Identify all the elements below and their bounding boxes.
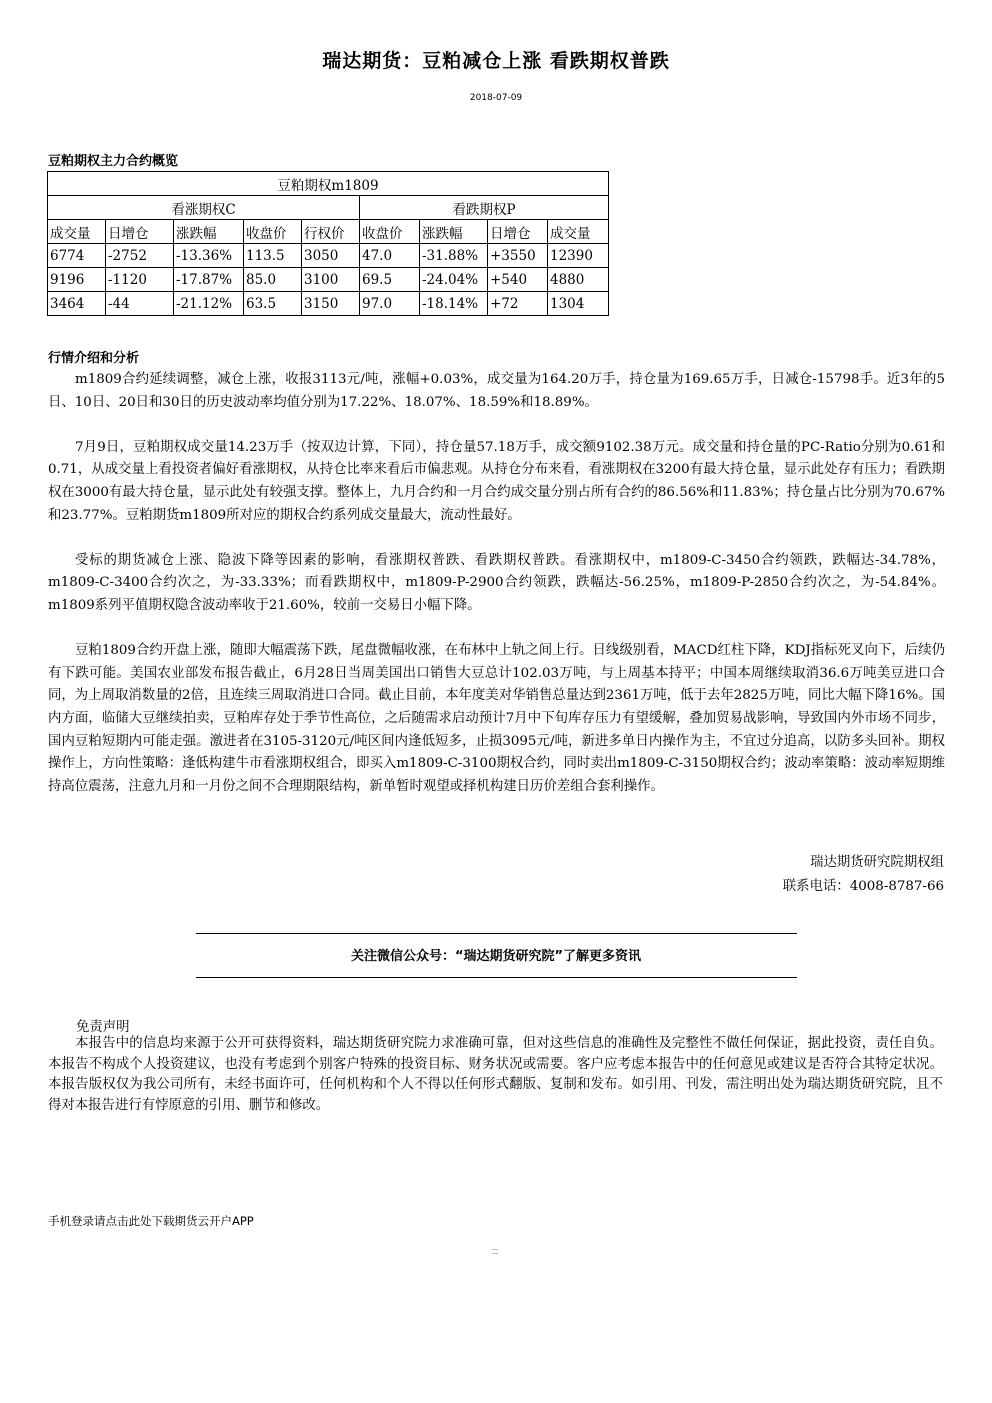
table-cell: +540 — [488, 268, 548, 292]
analysis-paragraph: 7月9日，豆粕期权成交量14.23万手（按双边计算，下同），持仓量57.18万手，成交额9102.38万元。成交量和持仓量的PC-Ratio分别为0.61和0.71，从成交量上看投资者偏好看涨期权，从持仓比率来看后市偏悲观。从持仓分布来看，看涨期权在3200有最大持仓量，显示此处存有压力；看跌期权在3000有最大持仓量，显示此处有较强支撑。整体上，九月合约和一月合约成交量分别占所有合约的86.56%和11.83%；持仓量占比分别为70.67%和23.77%。豆粕期货m1809所对应的期权合约系列成交量最大，流动性最好。 — [48, 439, 945, 523]
table-cell: 113.5 — [244, 244, 302, 268]
table-cell: 97.0 — [360, 292, 420, 316]
analysis-heading: 行情介绍和分析 — [48, 351, 140, 366]
table-group-row — [48, 196, 609, 220]
table-cell: 69.5 — [360, 268, 420, 292]
report-title: 瑞达期货：豆粕减仓上涨 看跌期权普跌 — [322, 50, 670, 72]
analysis-paragraph: 受标的期货减仓上涨、隐波下降等因素的影响，看涨期权普跌、看跌期权普跌。看涨期权中，m1809-C-3450合约领跌，跌幅达-34.78%，m1809-C-3400合约次之，为-33.33%；而看跌期权中，m1809-P-2900合约领跌，跌幅达-56.25%，m1809-P-2850合约次之，为-54.84%。m1809系列平值期权隐含波动率收于21.60%，较前一交易日小幅下降。 — [48, 552, 945, 613]
signoff-phone: 联系电话：4008-8787-66 — [782, 879, 944, 894]
table-cell: -2752 — [106, 244, 174, 268]
disclaimer-title: 免责声明 — [76, 1020, 130, 1035]
table-cell: 9196 — [48, 268, 106, 292]
table-row — [48, 268, 609, 292]
table-cell: 85.0 — [244, 268, 302, 292]
column-header: 行权价 — [302, 220, 360, 244]
signoff-team: 瑞达期货研究院期权组 — [810, 855, 944, 870]
column-header: 日增仓 — [488, 220, 548, 244]
report-date: 2018-07-09 — [469, 93, 523, 103]
column-header: 涨跌幅 — [174, 220, 244, 244]
column-header: 收盘价 — [244, 220, 302, 244]
page-marker — [492, 1249, 498, 1254]
table-cell: 3050 — [302, 244, 360, 268]
table-cell: 4880 — [548, 268, 609, 292]
option-overview-table — [47, 171, 609, 316]
divider — [196, 977, 797, 978]
column-header: 涨跌幅 — [420, 220, 488, 244]
table-cell: 3100 — [302, 268, 360, 292]
table-cell: 3464 — [48, 292, 106, 316]
analysis-paragraph: m1809合约延续调整，减仓上涨，收报3113元/吨，涨幅+0.03%，成交量为164.20万手，持仓量为169.65万手，日减仓-15798手。近3年的5日、10日、20日和30日的历史波动率均值分别为17.22%、18.07%、18.59%和18.89%。 — [48, 372, 945, 410]
table-cell: -18.14% — [420, 292, 488, 316]
table-section-heading: 豆粕期权主力合约概览 — [48, 154, 179, 169]
table-row — [48, 244, 609, 268]
table-cell: 47.0 — [360, 244, 420, 268]
call-group-header: 看涨期权C — [48, 196, 360, 220]
table-caption-row — [48, 172, 609, 196]
column-header: 成交量 — [48, 220, 106, 244]
put-group-header: 看跌期权P — [360, 196, 609, 220]
table-cell: -17.87% — [174, 268, 244, 292]
table-cell: 12390 — [548, 244, 609, 268]
table-cell: 63.5 — [244, 292, 302, 316]
table-cell: +3550 — [488, 244, 548, 268]
column-header: 成交量 — [548, 220, 609, 244]
column-header: 日增仓 — [106, 220, 174, 244]
table-cell: -24.04% — [420, 268, 488, 292]
table-cell: 3150 — [302, 292, 360, 316]
analysis-body — [48, 369, 945, 821]
table-cell: -13.36% — [174, 244, 244, 268]
table-cell: -31.88% — [420, 244, 488, 268]
table-cell: -1120 — [106, 268, 174, 292]
table-cell: 6774 — [48, 244, 106, 268]
signoff — [783, 851, 944, 899]
table-cell: -44 — [106, 292, 174, 316]
table-row — [48, 292, 609, 316]
wechat-notice: 关注微信公众号：“瑞达期货研究院”了解更多资讯 — [350, 949, 642, 964]
table-cell: -21.12% — [174, 292, 244, 316]
table-header-row — [48, 220, 609, 244]
table-cell: 1304 — [548, 292, 609, 316]
divider — [196, 933, 797, 934]
app-download-link[interactable]: 手机登录请点击此处下载期货云开户APP — [48, 1214, 254, 1228]
disclaimer-text: 本报告中的信息均来源于公开可获得资料，瑞达期货研究院力求准确可靠，但对这些信息的准确性及完整性不做任何保证，据此投资，责任自负。本报告不构成个人投资建议，也没有考虑到个别客户特殊的投资目标、财务状况或需要。客户应考虑本报告中的任何意见或建议是否符合其特定状况。本报告版权仅为我公司所有，未经书面许可，任何机构和个人不得以任何形式翻版、复制和发布。如引用、刊发，需注明出处为瑞达期货研究院，且不得对本报告进行有悖原意的引用、删节和修改。 — [48, 1036, 943, 1113]
table-caption: 豆粕期权m1809 — [48, 172, 609, 196]
column-header: 收盘价 — [360, 220, 420, 244]
table-cell: +72 — [488, 292, 548, 316]
analysis-paragraph: 豆粕1809合约开盘上涨，随即大幅震荡下跌，尾盘微幅收涨，在布林中上轨之间上行。日线级别看，MACD红柱下降，KDJ指标死叉向下，后续仍有下跌可能。美国农业部发布报告截止，6月28日当周美国出口销售大豆总计102.03万吨，与上周基本持平；中国本周继续取消36.6万吨美豆进口合同，为上周取消数量的2倍，且连续三周取消进口合同。截止目前，本年度美对华销售总量达到2361万吨，低于去年2825万吨，同比大幅下降16%。国内方面，临储大豆继续拍卖，豆粕库存处于季节性高位，之后随需求启动预计7月中下旬库存压力有望缓解，叠加贸易战影响，导致国内外市场不同步，国内豆粕短期内可能走强。激进者在3105-3120元/吨区间内逢低短多，止损3095元/吨，新进多单日内操作为主，不宜过分追高，以防多头回补。期权操作上，方向性策略：逢低构建牛市看涨期权组合，即买入m1809-C-3100期权合约，同时卖出m1809-C-3150期权合约；波动率策略：波动率短期维持高位震荡，注意九月和一月份之间不合理期限结构，新单暂时观望或择机构建日历价差组合套利操作。 — [48, 643, 945, 794]
